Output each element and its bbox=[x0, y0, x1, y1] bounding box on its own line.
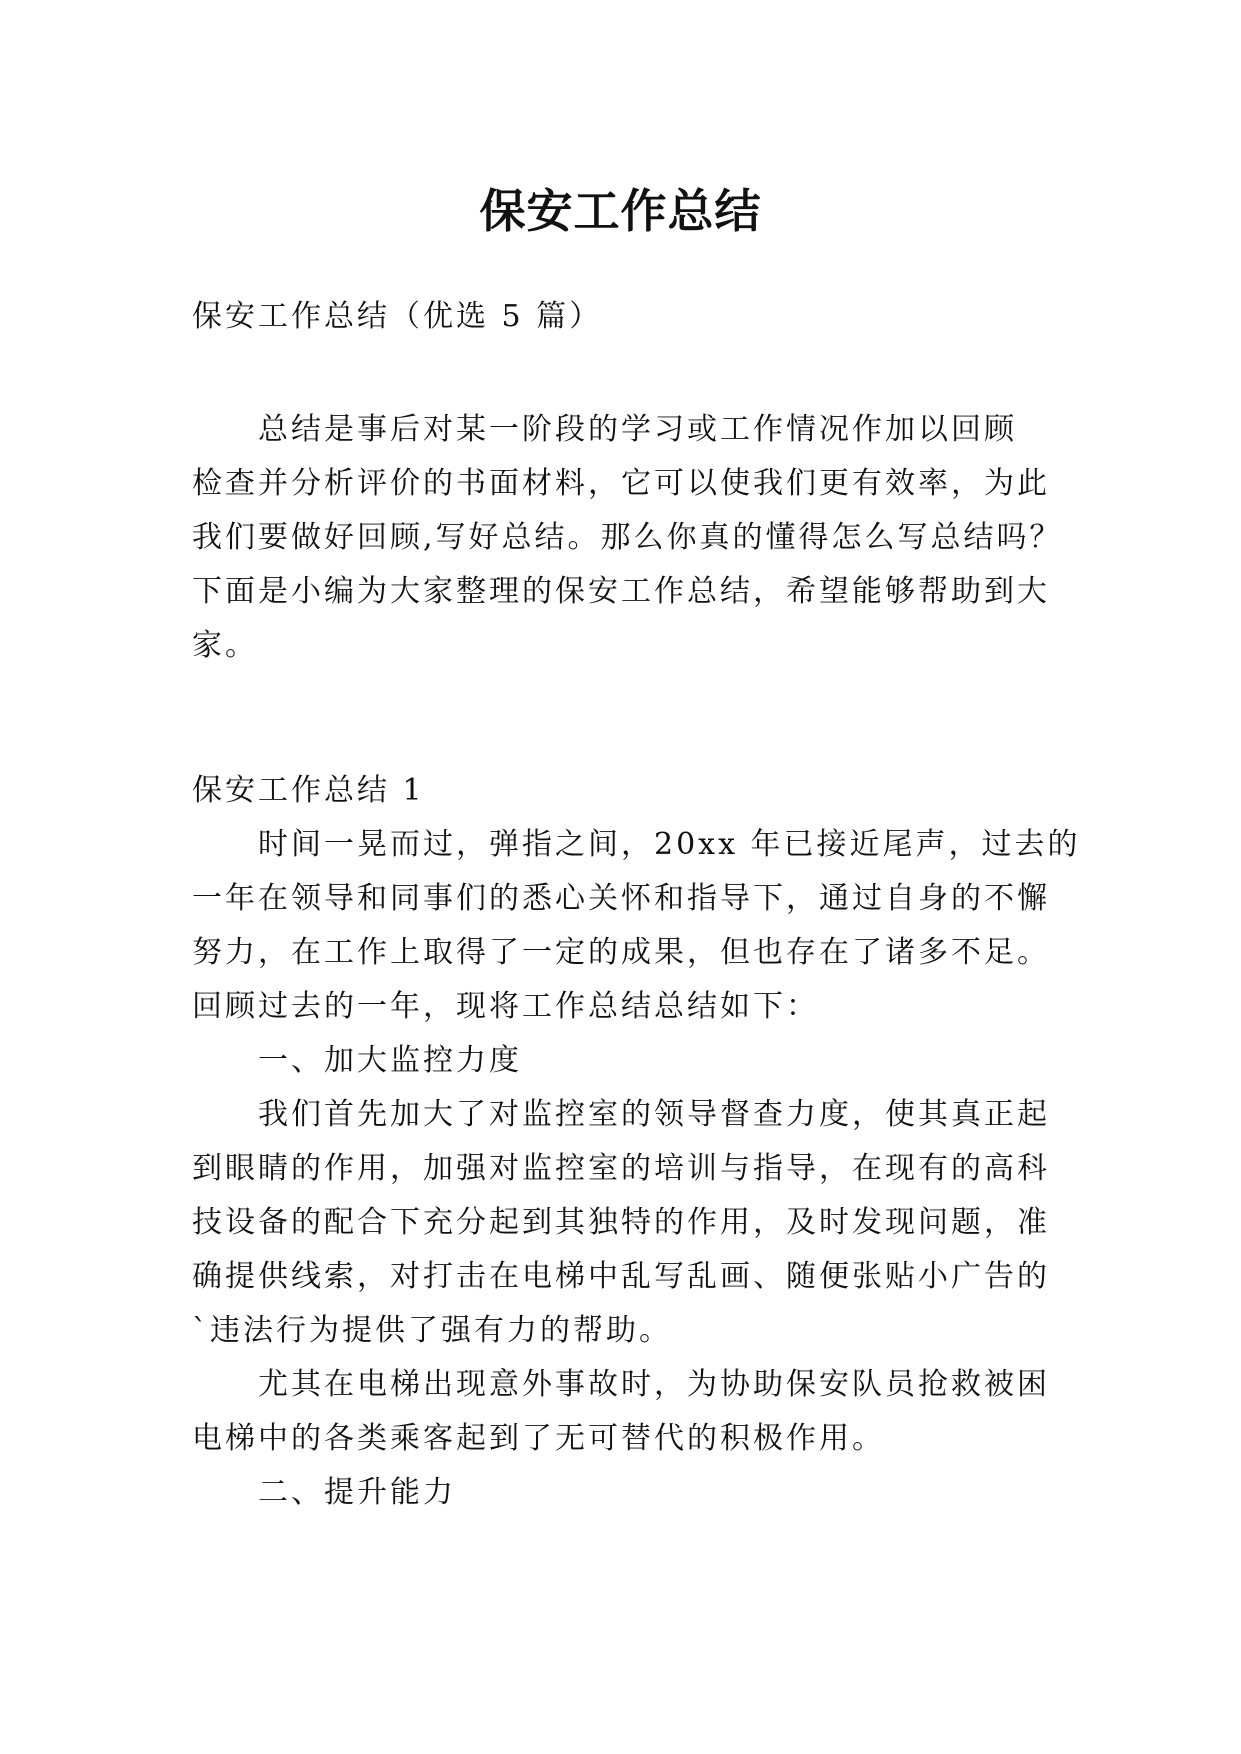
intro-line-5: 家。 bbox=[192, 628, 258, 663]
intro-line-1: 总结是事后对某一阶段的学习或工作情况作加以回顾 bbox=[258, 412, 1017, 447]
heading-improve-ability: 二、提升能力 bbox=[258, 1475, 456, 1510]
section-line-10: `违法行为提供了强有力的帮助。 bbox=[192, 1313, 672, 1348]
section-title: 保安工作总结 1 bbox=[192, 773, 425, 808]
section-line-3: 努力，在工作上取得了一定的成果，但也存在了诸多不足。 bbox=[192, 935, 1050, 970]
section-line-7: 到眼睛的作用，加强对监控室的培训与指导，在现有的高科 bbox=[192, 1151, 1050, 1186]
section-line-11: 尤其在电梯出现意外事故时，为协助保安队员抢救被困 bbox=[258, 1367, 1050, 1402]
section-line-12: 电梯中的各类乘客起到了无可替代的积极作用。 bbox=[192, 1421, 885, 1456]
document-title: 保安工作总结 bbox=[479, 183, 762, 238]
section-line-1: 时间一晃而过，弹指之间，20xx 年已接近尾声，过去的 bbox=[258, 827, 1081, 862]
section-line-6: 我们首先加大了对监控室的领导督查力度，使其真正起 bbox=[258, 1097, 1050, 1132]
section-line-9: 确提供线索，对打击在电梯中乱写乱画、随便张贴小广告的 bbox=[192, 1259, 1050, 1294]
intro-line-4: 下面是小编为大家整理的保安工作总结，希望能够帮助到大 bbox=[192, 574, 1050, 609]
section-line-8: 技设备的配合下充分起到其独特的作用，及时发现问题，准 bbox=[192, 1205, 1050, 1240]
document-subtitle: 保安工作总结（优选 5 篇） bbox=[192, 299, 603, 334]
intro-paragraph bbox=[192, 403, 1063, 673]
intro-line-2: 检查并分析评价的书面材料，它可以使我们更有效率，为此 bbox=[192, 466, 1050, 501]
section-line-4: 回顾过去的一年，现将工作总结总结如下： bbox=[192, 989, 819, 1024]
section-line-2: 一年在领导和同事们的悉心关怀和指导下，通过自身的不懈 bbox=[192, 881, 1050, 916]
intro-line-3: 我们要做好回顾,写好总结。那么你真的懂得怎么写总结吗？ bbox=[192, 520, 1063, 555]
section-body bbox=[192, 818, 1081, 1520]
heading-monitoring: 一、加大监控力度 bbox=[258, 1043, 522, 1078]
